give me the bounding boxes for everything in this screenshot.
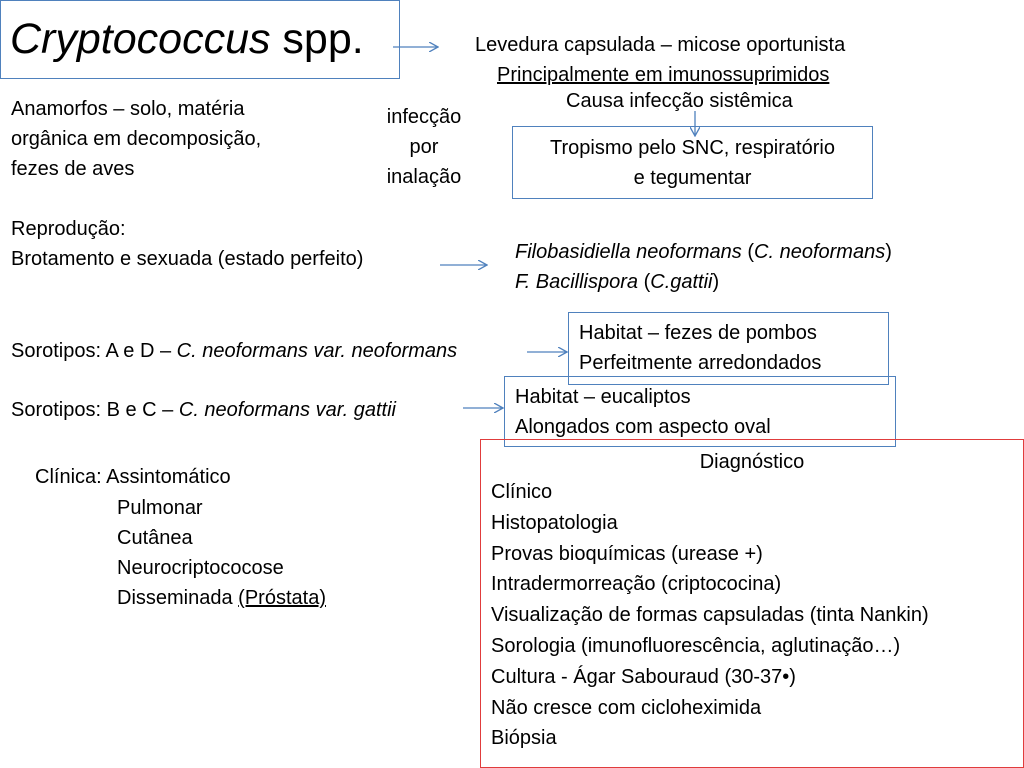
teleo2-italic-a: F. Bacillispora (515, 271, 639, 293)
habitat-pombos-line-1: Habitat – fezes de pombos (579, 322, 817, 344)
teleo1-italic-a: Filobasidiella neoformans (515, 241, 742, 263)
teleo2-plain-a: ( (638, 271, 651, 293)
diagnostico-item: Sorologia (imunofluorescência, aglutinação…) (491, 634, 901, 657)
diagnostico-item: Intradermorreação (criptococina) (491, 573, 782, 596)
teleo2-italic-b: C.gattii (650, 271, 713, 293)
clinica-item: Cutânea (117, 527, 193, 549)
sorotipos-ad-italic: C. neoformans var. neoformans (176, 340, 458, 362)
diagnostico-item: Histopatologia (491, 511, 618, 534)
clinica-label: Clínica: Assintomático (35, 466, 231, 488)
sorotipos-bc-plain: Sorotipos: B e C – (11, 399, 179, 421)
diagnostico-item: Clínico (491, 481, 553, 503)
teleo1-plain-b: ) (885, 241, 892, 263)
infeccao-line-1: infecção (386, 106, 462, 128)
anamorfos-line-1: Anamorfos – solo, matéria (11, 98, 245, 120)
top-line-3: Causa infecção sistêmica (566, 90, 793, 112)
infeccao-line-3: inalação (386, 166, 462, 188)
diagnostico-item: Biópsia (491, 727, 557, 750)
diagnostico-item: Visualização de formas capsuladas (tinta Nankin) (491, 604, 929, 627)
clinica-last-plain: Disseminada (117, 587, 239, 609)
title-rest: spp. (270, 15, 364, 63)
teleo2-plain-b: ) (712, 271, 720, 293)
clinica-last-underlined: (Próstata) (238, 587, 326, 609)
sorotipos-bc-italic: C. neoformans var. gattii (178, 399, 397, 421)
diagnostico-item: Cultura - Ágar Sabouraud (30-37•) (491, 665, 796, 688)
tropismo-line-2: e tegumentar (633, 167, 752, 189)
diagnostico-item: Provas bioquímicas (urease +) (491, 542, 763, 565)
habitat-eucaliptos-line-2: Alongados com aspecto oval (515, 416, 771, 438)
habitat-pombos-line-2: Perfeitmente arredondados (579, 352, 822, 374)
habitat-eucaliptos-line-1: Habitat – eucaliptos (515, 386, 691, 408)
reproducao-line-1: Reprodução: (11, 218, 126, 240)
diagnostico-item: Não cresce com cicloheximida (491, 696, 762, 719)
clinica-item: Neurocriptococose (117, 557, 284, 579)
title-italic: Cryptococcus (10, 15, 271, 63)
top-line-2: Principalmente em imunossuprimidos (497, 64, 830, 86)
anamorfos-line-3: fezes de aves (11, 158, 135, 180)
diagnostico-heading: Diagnóstico (699, 451, 805, 473)
sorotipos-ad-plain: Sorotipos: A e D – (11, 340, 177, 362)
top-line-1: Levedura capsulada – micose oportunista (475, 34, 846, 56)
clinica-item: Pulmonar (117, 497, 203, 519)
infeccao-line-2: por (409, 136, 439, 158)
tropismo-line-1: Tropismo pelo SNC, respiratório (550, 137, 835, 159)
teleo1-italic-b: C. neoformans (754, 241, 886, 263)
reproducao-line-2: Brotamento e sexuada (estado perfeito) (11, 248, 364, 270)
teleo1-plain-a: ( (741, 241, 755, 263)
anamorfos-line-2: orgânica em decomposição, (11, 128, 262, 150)
